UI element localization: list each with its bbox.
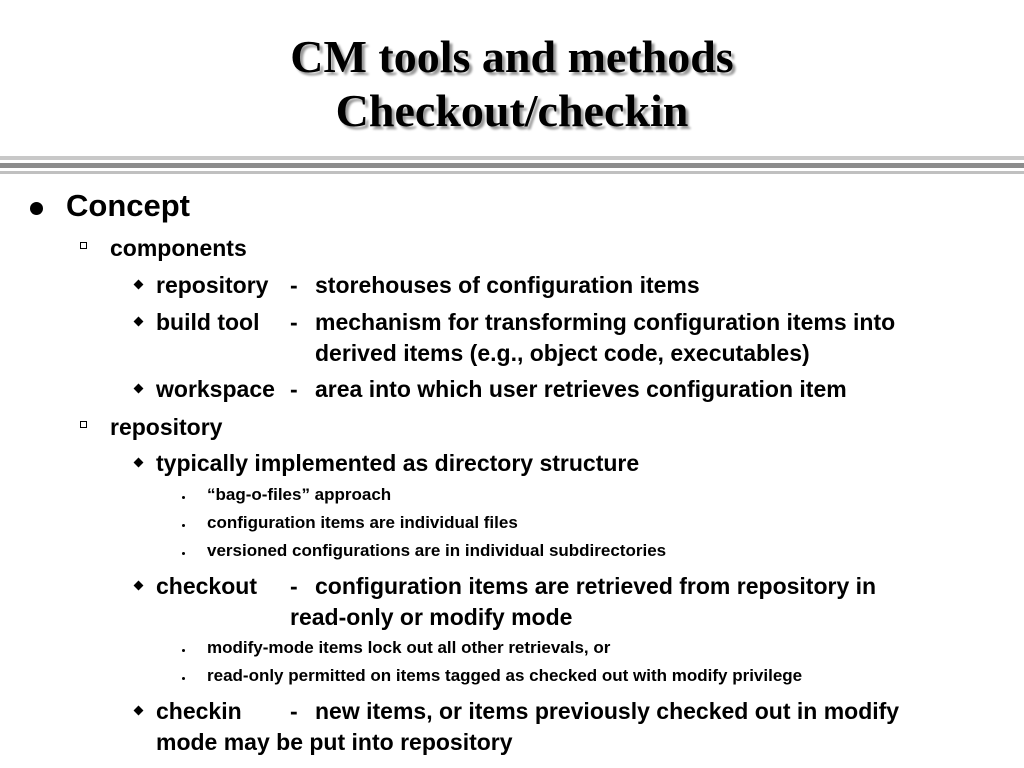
typically-subitem: versioned configurations are in individual subdirectories	[207, 541, 667, 560]
bullet-square-icon	[80, 242, 87, 249]
bullet-small-dot-icon	[182, 649, 185, 652]
bullet-small-dot-icon	[182, 552, 185, 555]
title-line-1: CM tools and methods	[290, 31, 734, 82]
bullet-diamond-icon	[134, 317, 144, 327]
typically-subitem: configuration items are individual files	[207, 513, 518, 532]
checkin-term: checkin	[156, 698, 242, 724]
component-term-workspace: workspace	[156, 376, 275, 402]
bullet-small-dot-icon	[182, 496, 185, 499]
divider-dark	[0, 163, 1024, 168]
checkout-dash: -	[290, 573, 298, 599]
checkin-dash: -	[290, 698, 298, 724]
title-line-2: Checkout/checkin	[335, 85, 689, 136]
component-desc-repository: storehouses of configuration items	[315, 272, 700, 298]
checkin-desc: new items, or items previously checked out in modify	[315, 698, 900, 724]
slide-title	[0, 30, 1024, 138]
checkout-term: checkout	[156, 573, 257, 599]
component-dash: -	[290, 272, 298, 298]
checkout-desc-cont: read-only or modify mode	[290, 604, 573, 630]
typically-subitem: “bag-o-files” approach	[207, 485, 392, 504]
bullet-diamond-icon	[134, 581, 144, 591]
bullet-diamond-icon	[134, 458, 144, 468]
bullet-small-dot-icon	[182, 677, 185, 680]
bullet-diamond-icon	[134, 706, 144, 716]
component-dash: -	[290, 376, 298, 402]
components-heading: components	[110, 235, 247, 261]
checkin-desc-cont: mode may be put into repository	[156, 729, 513, 755]
repository-typically-text: typically implemented as directory structure	[156, 450, 640, 476]
repository-heading: repository	[110, 414, 223, 440]
concept-heading: Concept	[66, 188, 190, 223]
bullet-square-icon	[80, 421, 87, 428]
divider-light-bottom	[0, 171, 1024, 174]
component-desc-workspace: area into which user retrieves configuration item	[315, 376, 847, 402]
bullet-dot-icon	[30, 202, 43, 215]
component-desc-build-tool: mechanism for transforming configuration items into	[315, 309, 896, 335]
component-desc-build-tool-cont: derived items (e.g., object code, executables)	[315, 340, 810, 366]
component-term-repository: repository	[156, 272, 269, 298]
bullet-small-dot-icon	[182, 524, 185, 527]
checkout-subitem: modify-mode items lock out all other retrievals, or	[207, 638, 611, 657]
component-term-build-tool: build tool	[156, 309, 260, 335]
divider-light	[0, 156, 1024, 160]
checkout-desc: configuration items are retrieved from repository in	[315, 573, 877, 599]
component-dash: -	[290, 309, 298, 335]
bullet-diamond-icon	[134, 384, 144, 394]
bullet-diamond-icon	[134, 280, 144, 290]
checkout-subitem: read-only permitted on items tagged as checked out with modify privilege	[207, 666, 803, 685]
